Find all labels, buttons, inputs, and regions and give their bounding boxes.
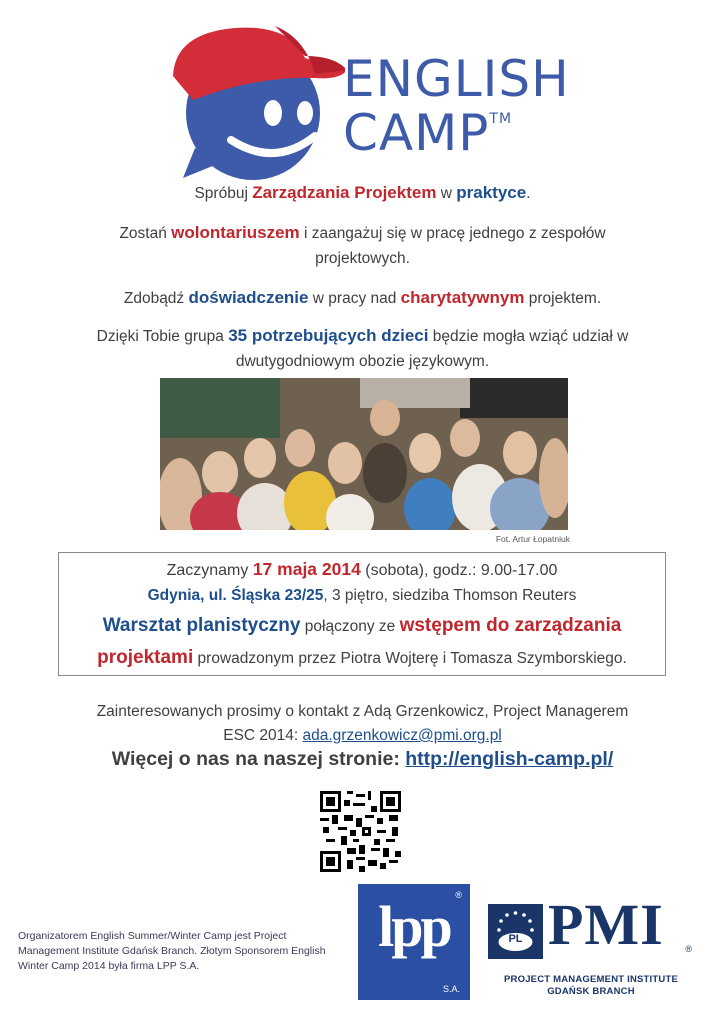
- pmi-subtitle: PROJECT MANAGEMENT INSTITUTE: [504, 974, 678, 985]
- speech-bubble-face-icon: [165, 18, 345, 183]
- qr-code[interactable]: [320, 791, 401, 872]
- event-location-line: Gdynia, ul. Śląska 23/25, 3 piętro, siedziba Thomson Reuters: [147, 587, 577, 604]
- contact-line: Zainteresowanych prosimy o kontakt z Adą Grzenkowicz, Project Managerem: [96, 703, 629, 720]
- lpp-wordmark: lpp: [378, 894, 450, 959]
- website-link[interactable]: http://english-camp.pl/: [405, 748, 614, 770]
- contact-section: [40, 700, 685, 748]
- pmi-gdansk-logo: [486, 892, 696, 1000]
- website-line: Więcej o nas na naszej stronie: http://english-camp.pl/: [111, 748, 614, 770]
- lpp-suffix: S.A.: [442, 984, 460, 994]
- logo-word-camp: CAMP™: [343, 104, 513, 162]
- pmi-badge-label: PL: [508, 933, 523, 945]
- pmi-poland-badge-icon: [488, 904, 543, 959]
- event-leaders-line: projektami prowadzonym przez Piotra Wojterę i Tomasza Szymborskiego.: [97, 647, 627, 668]
- event-details-box: [58, 552, 666, 676]
- lpp-sponsor-logo: [358, 884, 470, 1000]
- volunteer-paragraph: Zostań wolontariuszem i zaangażuj się w pracę jednego z zespołów projektowych.: [119, 223, 606, 267]
- trademark-mark: TM: [489, 111, 513, 127]
- photo-caption: Fot. Artur Łopatniuk: [495, 534, 570, 544]
- organizer-note: Organizatorem English Summer/Winter Camp jest Project Management Institute Gdańsk Branch. Złotym Sponsorem English Winter Camp 2014 była firma LPP S.A.: [18, 930, 326, 972]
- children-group-photo: [160, 378, 568, 530]
- children-paragraph: Dzięki Tobie grupa 35 potrzebujących dzieci będzie mogła wziąć udział w dwutygodniowym obozie językowym.: [96, 326, 629, 370]
- pmi-branch: GDAŃSK BRANCH: [547, 986, 635, 997]
- english-camp-logo: [165, 18, 570, 183]
- pmi-registered-mark: ®: [685, 944, 692, 954]
- experience-paragraph: Zdobądź doświadczenie w pracy nad charytatywnym projektem.: [123, 288, 602, 307]
- intro-line: Spróbuj Zarządzania Projektem w praktyce.: [194, 183, 531, 202]
- pmi-wordmark: PMI: [548, 892, 664, 957]
- contact-email-line: ESC 2014: ada.grzenkowicz@pmi.org.pl: [223, 727, 502, 744]
- lpp-registered-mark: ®: [455, 890, 462, 900]
- event-date-line: Zaczynamy 17 maja 2014 (sobota), godz.: 9.00-17.00: [166, 559, 558, 579]
- contact-email-link[interactable]: ada.grzenkowicz@pmi.org.pl: [302, 727, 502, 744]
- logo-word-english: ENGLISH: [343, 50, 570, 108]
- event-workshop-line: Warsztat planistyczny połączony ze wstępem do zarządzania: [102, 615, 622, 636]
